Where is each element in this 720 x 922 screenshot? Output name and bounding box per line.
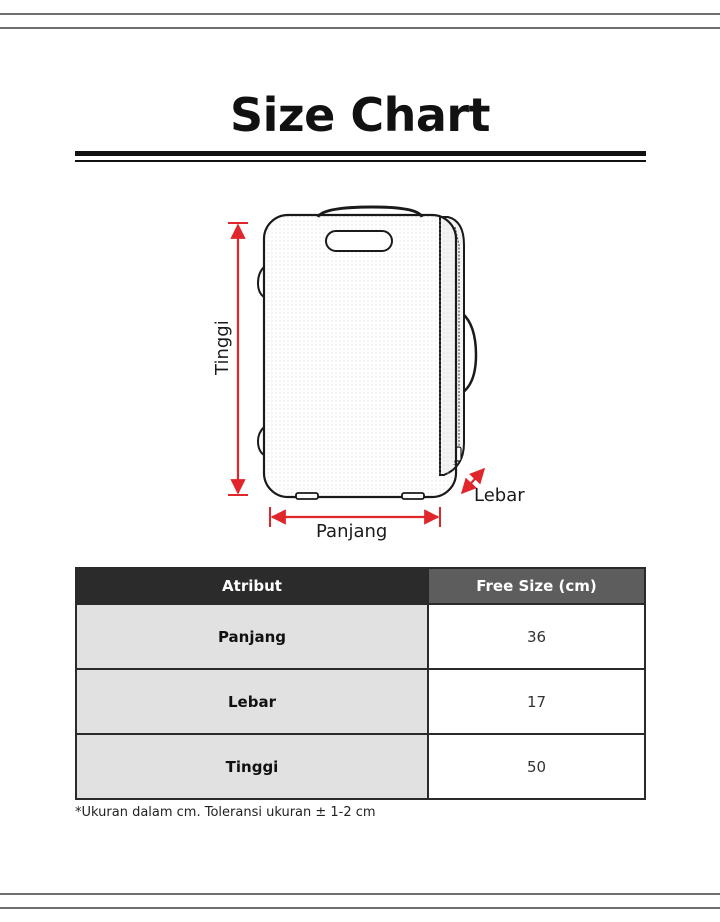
page-title: Size Chart [229, 88, 491, 142]
suitcase-front [264, 215, 456, 497]
row-attribute: Panjang [76, 604, 428, 669]
table-row [76, 734, 645, 799]
row-value: 36 [428, 604, 645, 669]
table-row [76, 669, 645, 734]
table-row [76, 604, 645, 669]
row-attribute: Tinggi [76, 734, 428, 799]
tolerance-note: *Ukuran dalam cm. Toleransi ukuran ± 1-2 cm [75, 805, 376, 820]
height-label: Tinggi [212, 320, 233, 375]
length-label: Panjang [316, 521, 388, 542]
foot-left [296, 493, 318, 499]
row-value: 50 [428, 734, 645, 799]
bottom-border-line-inner [0, 893, 720, 895]
table-header-row [76, 568, 645, 604]
title-underline-thin [75, 160, 646, 162]
width-label: Lebar [474, 485, 525, 506]
front-handle-slot [326, 231, 392, 251]
row-value: 17 [428, 669, 645, 734]
header-free-size: Free Size (cm) [428, 568, 645, 604]
size-table [75, 567, 646, 800]
title-underline-thick [75, 151, 646, 156]
foot-right [402, 493, 424, 499]
row-attribute: Lebar [76, 669, 428, 734]
top-border-line-inner [0, 27, 720, 29]
header-attribute: Atribut [76, 568, 428, 604]
luggage-diagram [178, 175, 538, 555]
bottom-border-line [0, 907, 720, 909]
top-border-line [0, 13, 720, 15]
